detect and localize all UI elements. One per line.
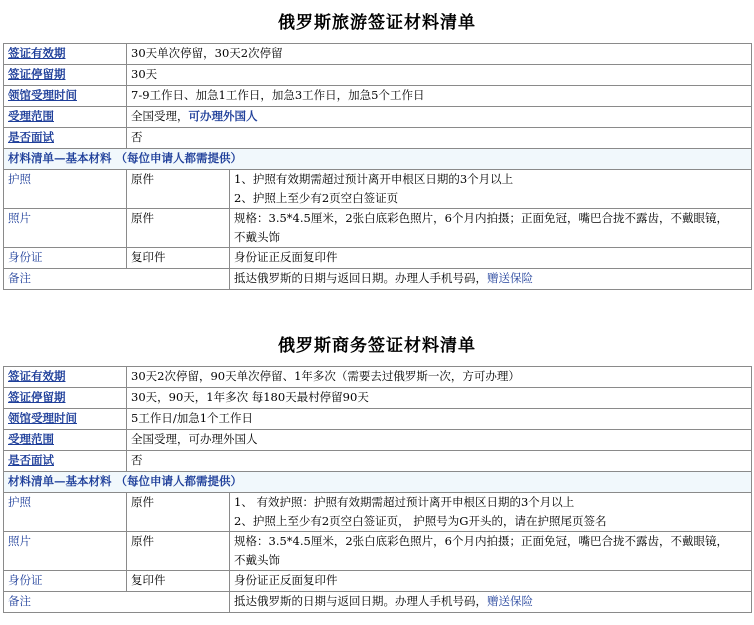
row-label: 领馆受理时间 — [4, 86, 127, 107]
insurance-link[interactable]: 赠送保险 — [487, 594, 533, 608]
note-row — [4, 592, 752, 613]
material-row-passport — [4, 170, 752, 209]
insurance-link[interactable]: 赠送保险 — [487, 271, 533, 285]
value-highlight: 可办理外国人 — [188, 109, 258, 123]
row-value: 30天 — [127, 65, 752, 86]
table-row — [4, 430, 752, 451]
material-detail — [230, 532, 752, 571]
section-header: 材料清单—基本材料 （每位申请人都需提供） — [4, 149, 752, 170]
detail-line: 不戴头饰 — [234, 553, 280, 567]
table-row — [4, 451, 752, 472]
material-detail — [230, 209, 752, 248]
section-header: 材料清单—基本材料 （每位申请人都需提供） — [4, 472, 752, 493]
material-detail — [230, 170, 752, 209]
row-label: 是否面试 — [4, 451, 127, 472]
material-type: 原件 — [127, 209, 230, 248]
material-detail: 身份证正反面复印件 — [230, 571, 752, 592]
row-label: 领馆受理时间 — [4, 409, 127, 430]
row-value: 5工作日/加急1个工作日 — [127, 409, 752, 430]
material-detail: 身份证正反面复印件 — [230, 248, 752, 269]
material-type: 原件 — [127, 170, 230, 209]
row-value: 否 — [127, 451, 752, 472]
row-label: 签证停留期 — [4, 388, 127, 409]
material-label: 照片 — [4, 209, 127, 248]
material-type: 复印件 — [127, 248, 230, 269]
table-row — [4, 367, 752, 388]
table-row — [4, 409, 752, 430]
row-value: 30天单次停留，30天2次停留 — [127, 44, 752, 65]
material-type: 复印件 — [127, 571, 230, 592]
material-label: 身份证 — [4, 248, 127, 269]
row-label: 受理范围 — [4, 430, 127, 451]
material-row-passport — [4, 493, 752, 532]
material-label: 护照 — [4, 493, 127, 532]
row-value: 30天，90天，1年多次 每180天最村停留90天 — [127, 388, 752, 409]
detail-line: 不戴头饰 — [234, 230, 280, 244]
doc1-table — [3, 43, 752, 290]
material-type: 原件 — [127, 532, 230, 571]
material-row-photo — [4, 532, 752, 571]
row-value: 否 — [127, 128, 752, 149]
detail-line: 规格：3.5*4.5厘米，2张白底彩色照片，6个月内拍摄；正面免冠，嘴巴合拢不露齿，不戴眼镜， — [234, 211, 728, 225]
doc1-title: 俄罗斯旅游签证材料清单 — [278, 13, 476, 33]
row-label: 签证停留期 — [4, 65, 127, 86]
material-row-id — [4, 248, 752, 269]
note-text: 抵达俄罗斯的日期与返回日期。办理人手机号码， — [234, 271, 487, 285]
row-value: 全国受理，可办理外国人 — [127, 430, 752, 451]
note-label: 备注 — [4, 592, 230, 613]
row-label: 签证有效期 — [4, 44, 127, 65]
row-value: 30天2次停留，90天单次停留、1年多次（需要去过俄罗斯一次，方可办理） — [127, 367, 752, 388]
note-text: 抵达俄罗斯的日期与返回日期。办理人手机号码， — [234, 594, 487, 608]
material-detail — [230, 493, 752, 532]
table-row — [4, 128, 752, 149]
row-label: 签证有效期 — [4, 367, 127, 388]
table-row — [4, 65, 752, 86]
table-row — [4, 107, 752, 128]
table-row — [4, 388, 752, 409]
note-value — [230, 592, 752, 613]
note-value — [230, 269, 752, 290]
material-label: 照片 — [4, 532, 127, 571]
section-row — [4, 472, 752, 493]
detail-line: 规格：3.5*4.5厘米，2张白底彩色照片，6个月内拍摄；正面免冠，嘴巴合拢不露齿，不戴眼镜， — [234, 534, 728, 548]
row-value: 7-9工作日、加急1工作日，加急3工作日，加急5个工作日 — [127, 86, 752, 107]
row-value — [127, 107, 752, 128]
detail-line: 2、护照上至少有2页空白签证页， 护照号为G开头的，请在护照尾页签名 — [234, 514, 607, 528]
doc2-table — [3, 366, 752, 613]
row-label: 受理范围 — [4, 107, 127, 128]
row-label: 是否面试 — [4, 128, 127, 149]
table-row — [4, 86, 752, 107]
material-row-id — [4, 571, 752, 592]
doc2-title: 俄罗斯商务签证材料清单 — [278, 336, 476, 356]
material-label: 身份证 — [4, 571, 127, 592]
detail-line: 1、 有效护照：护照有效期需超过预计离开申根区日期的3个月以上 — [234, 495, 575, 509]
section-row — [4, 149, 752, 170]
material-label: 护照 — [4, 170, 127, 209]
value-text: 全国受理， — [131, 109, 189, 123]
detail-line: 1、护照有效期需超过预计离开申根区日期的3个月以上 — [234, 172, 514, 186]
material-row-photo — [4, 209, 752, 248]
material-type: 原件 — [127, 493, 230, 532]
note-row — [4, 269, 752, 290]
table-row — [4, 44, 752, 65]
detail-line: 2、护照上至少有2页空白签证页 — [234, 191, 399, 205]
note-label: 备注 — [4, 269, 230, 290]
